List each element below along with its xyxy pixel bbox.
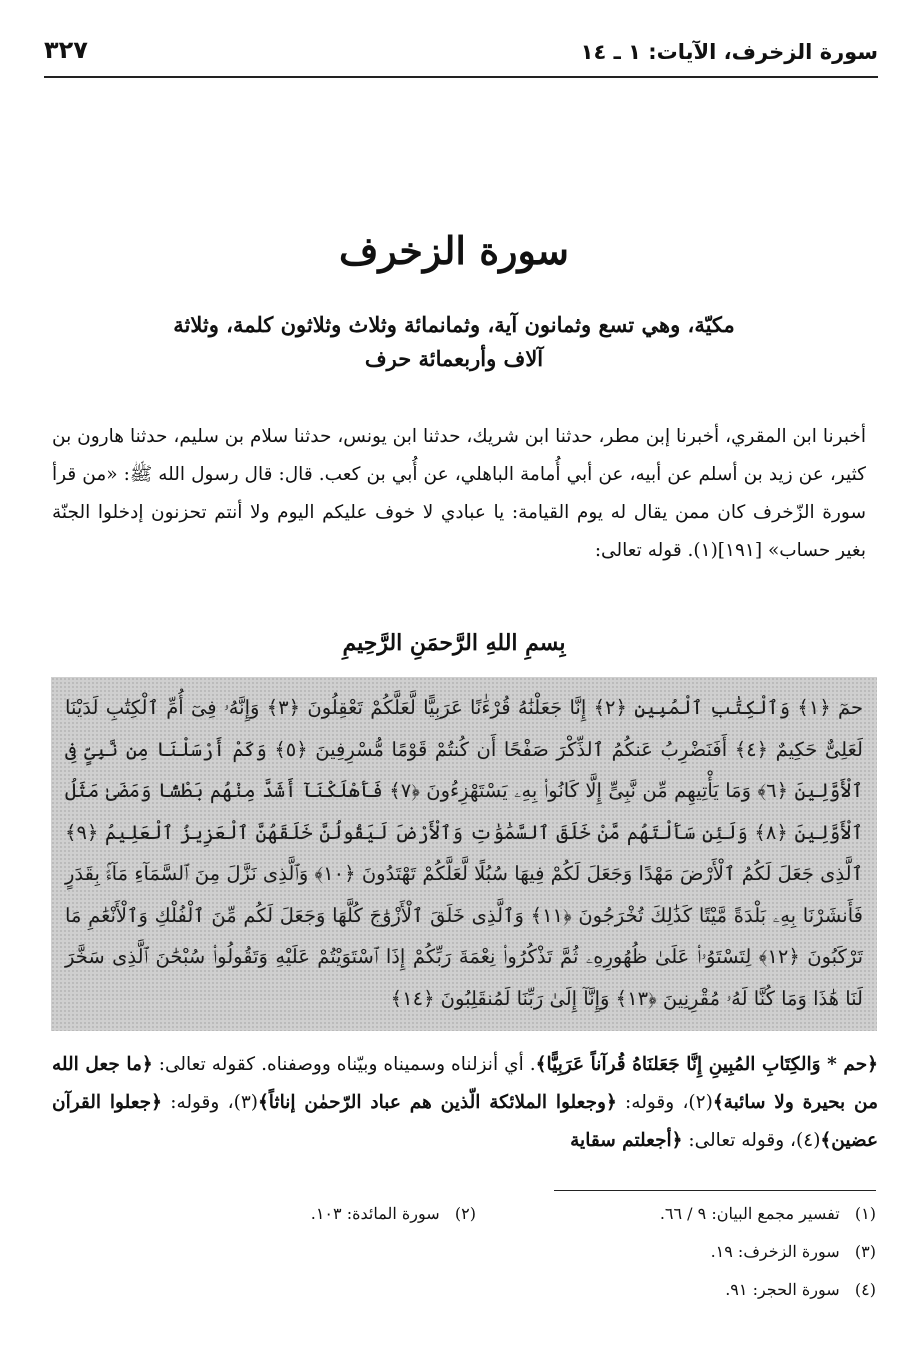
page-header <box>44 36 878 76</box>
footnote-number: (١) <box>854 1204 876 1223</box>
footnote-item <box>311 1204 476 1223</box>
footnotes <box>52 1204 876 1318</box>
footnote-rule <box>554 1190 876 1191</box>
commentary-quote: ﴿جعلوا القرآن عضين﴾ <box>52 1092 878 1151</box>
footnote-number: (٢) <box>454 1204 476 1223</box>
commentary-quote: ﴿ما جعل الله من بحيرة ولا سائبة﴾ <box>52 1054 879 1113</box>
running-title: سورة الزخرف، الآيات: ١ ـ ١٤ <box>580 40 878 64</box>
footnote-item <box>711 1242 876 1261</box>
footnote-text: سورة الزخرف: ١٩. <box>710 1242 840 1261</box>
footnote-text: سورة الحجر: ٩١. <box>725 1280 840 1299</box>
footnote-text: سورة المائدة: ١٠٣. <box>310 1204 440 1223</box>
surah-info: مكيّة، وهي تسع وثمانون آية، وثمانمائة وثلاث وثلاثون كلمة، وثلاثة آلاف وأربعمائة حرف <box>173 312 735 371</box>
commentary-quote: ﴿حم * وَالكِتَابِ المُبِينِ إِنَّا جَعَلنَاهُ قُرآناً عَرَبِيًّا﴾ <box>535 1054 878 1075</box>
commentary-text: (٤)، وقوله تعالى: <box>682 1130 821 1151</box>
basmala: بِسمِ اللهِ الرَّحمَنِ الرَّحِيمِ <box>342 630 566 656</box>
page-number: ٣٢٧ <box>44 36 88 64</box>
commentary-quote: ﴿وجعلوا الملائكة الّذين هم عباد الرّحمٰن إناثاً﴾ <box>257 1092 617 1113</box>
footnote-item <box>725 1280 876 1299</box>
footnote-row <box>52 1242 876 1280</box>
commentary-paragraph <box>52 1046 878 1160</box>
footnote-row <box>52 1204 876 1242</box>
footnote-number: (٣) <box>854 1242 876 1261</box>
footnote-text: تفسير مجمع البيان: ٩ / ٦٦. <box>659 1204 840 1223</box>
quran-verses-box: حمٓ ﴿١﴾ وَٱلْكِتَٰبِ ٱلْمُبِينِ ﴿٢﴾ إِنَّا جَعَلْنَٰهُ قُرْءَٰنًا عَرَبِيًّا لَّعَلَّكُمْ تَعْقِلُونَ ﴿٣﴾ وَإِنَّهُۥ فِىٓ أُمِّ ٱلْكِتَٰبِ لَدَيْنَا لَعَلِىٌّ حَكِيمٌ ﴿٤﴾ أَفَنَضْرِبُ عَنكُمُ ٱلذِّكْرَ صَفْحًا أَن كُنتُمْ قَوْمًا مُّسْرِفِينَ ﴿٥﴾ وَكَمْ أَرْسَلْنَا مِن نَّبِىٍّ فِى ٱلْأَوَّلِينَ ﴿٦﴾ وَمَا يَأْتِيهِم مِّن نَّبِىٍّ إِلَّا كَانُوا۟ بِهِۦ يَسْتَهْزِءُونَ ﴿٧﴾ فَأَهْلَكْنَآ أَشَدَّ مِنْهُم بَطْشًا وَمَضَىٰ مَثَلُ ٱلْأَوَّلِينَ ﴿٨﴾ وَلَئِن سَأَلْتَهُم مَّنْ خَلَقَ ٱلسَّمَٰوَٰتِ وَٱلْأَرْضَ لَيَقُولُنَّ خَلَقَهُنَّ ٱلْعَزِيزُ ٱلْعَلِيمُ ﴿٩﴾ ٱلَّذِى جَعَلَ لَكُمُ ٱلْأَرْضَ مَهْدًا وَجَعَلَ لَكُمْ فِيهَا سُبُلًا لَّعَلَّكُمْ تَهْتَدُونَ ﴿١٠﴾ وَٱلَّذِى نَزَّلَ مِنَ ٱلسَّمَآءِ مَآءًۢ بِقَدَرٍ فَأَنشَرْنَا بِهِۦ بَلْدَةً مَّيْتًا كَذَٰلِكَ تُخْرَجُونَ ﴿١١﴾ وَٱلَّذِى خَلَقَ ٱلْأَزْوَٰجَ كُلَّهَا وَجَعَلَ لَكُم مِّنَ ٱلْفُلْكِ وَٱلْأَنْعَٰمِ مَا تَرْكَبُونَ ﴿١٢﴾ لِتَسْتَوُۥا۟ عَلَىٰ ظُهُورِهِۦ ثُمَّ تَذْكُرُوا۟ نِعْمَةَ رَبِّكُمْ إِذَا ٱسْتَوَيْتُمْ عَلَيْهِ وَتَقُولُوا۟ سُبْحَٰنَ ٱلَّذِى سَخَّرَ لَنَا هَٰذَا وَمَا كُنَّا لَهُۥ مُقْرِنِينَ ﴿١٣﴾ وَإِنَّآ إِلَىٰ رَبِّنَا لَمُنقَلِبُونَ ﴿١٤﴾ <box>51 677 877 1031</box>
footnote-number: (٤) <box>854 1280 876 1299</box>
surah-title: سورة الزخرف <box>339 228 569 273</box>
footnote-item <box>660 1204 876 1223</box>
footnote-row <box>52 1280 876 1318</box>
commentary-text: (٢)، وقوله: <box>616 1092 713 1113</box>
header-rule <box>44 76 878 78</box>
commentary-text: . أي أنزلناه وسميناه وبيّناه ووصفناه. كقوله تعالى: <box>152 1054 536 1075</box>
commentary-quote: ﴿أجعلتم سقاية <box>570 1130 683 1151</box>
commentary-text: (٣)، وقوله: <box>161 1092 258 1113</box>
intro-paragraph: أخبرنا ابن المقري، أخبرنا إبن مطر، حدثنا ابن شريك، حدثنا ابن يونس، حدثنا سلام بن سليم، حدثنا هارون بن كثير، عن زيد بن أسلم عن أبيه، عن أبي أُمامة الباهلي، عن أُبي بن كعب. قال: قال رسول الله ﷺ: «من قرأ سورة الزّخرف كان ممن يقال له يوم القيامة: يا عبادي لا خوف عليكم اليوم ولا أنتم تحزنون إدخلوا الجنّة بغير حساب» [١٩١](١). قوله تعالى: <box>52 426 866 561</box>
